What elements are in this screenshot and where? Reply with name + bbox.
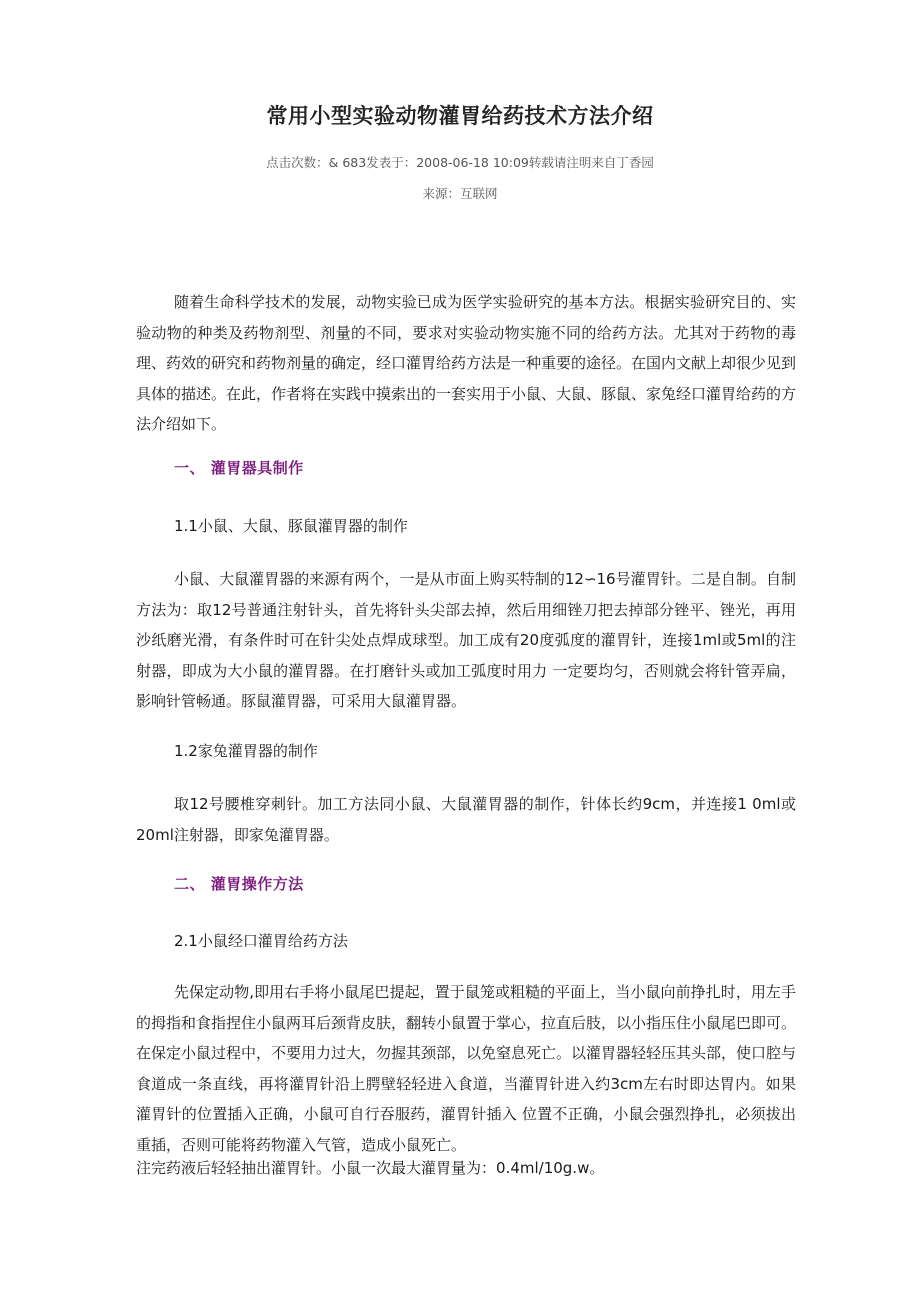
intro-paragraph: 随着生命科学技术的发展，动物实验已成为医学实验研究的基本方法。根据实验研究目的、实验动物的种类及药物剂型、剂量的不同，要求对实验动物实施不同的给药方法。尤其对于药物的毒理、药效的研究和药物剂量的确定，经口灌胃给药方法是一种重要的途径。在国内文献上却很少见到具体的描述。在此，作者将在实践中摸索出的一套实用于小鼠、大鼠、豚鼠、家兔经口灌胃给药的方法介绍如下。 — [136, 293, 797, 433]
subsection-body-1-2: 取12号腰椎穿刺针。加工方法同小鼠、大鼠灌胃器的制作，针体长约9cm，并连接1 0ml或20ml注射器，即家兔灌胃器。 — [136, 795, 796, 844]
subsection-title-1-1: 1.1小鼠、大鼠、豚鼠灌胃器的制作 — [174, 517, 408, 535]
section-heading-1: 一、 灌胃器具制作 — [174, 459, 304, 477]
page-title: 常用小型实验动物灌胃给药技术方法介绍 — [266, 104, 654, 128]
article-source: 来源：互联网 — [422, 186, 498, 201]
subsection-body-2-1: 先保定动物,即用右手将小鼠尾巴提起，置于鼠笼或粗糙的平面上，当小鼠向前挣扎时，用左手的拇指和食指捏住小鼠两耳后颈背皮肤，翻转小鼠置于掌心，拉直后肢，以小指压住小鼠尾巴即可。在保定小鼠过程中，不要用力过大，勿握其颈部，以免窒息死亡。以灌胃器轻轻压其头部，使口腔与食道成一条直线，再将灌胃针沿上腭壁轻轻进入食道，当灌胃针进入约3cm左右时即达胃内。如果灌胃针的位置插入正确，小鼠可自行吞服药，灌胃针插入 位置不正确，小鼠会强烈挣扎，必须拔出重插，否则可能将药物灌入气管，造成小鼠死亡。 — [136, 983, 797, 1154]
article-meta: 点击次数：& 683发表于：2008-06-18 10:09转载请注明来自丁香园 — [266, 155, 654, 170]
subsection-title-1-2: 1.2家兔灌胃器的制作 — [174, 742, 318, 760]
subsection-tail-2-1: 注完药液后轻轻抽出灌胃针。小鼠一次最大灌胃量为：0.4ml/10g.w。 — [136, 1159, 605, 1177]
section-heading-2: 二、 灌胃操作方法 — [174, 875, 304, 893]
subsection-title-2-1: 2.1小鼠经口灌胃给药方法 — [174, 932, 348, 950]
subsection-body-1-1: 小鼠、大鼠灌胃器的来源有两个，一是从市面上购买特制的12∽16号灌胃针。二是自制。自制方法为：取12号普通注射针头，首先将针头尖部去掉，然后用细锉刀把去掉部分锉平、锉光，再用沙纸磨光滑，有条件时可在针尖处点焊成球型。加工成有20度弧度的灌胃针，连接1ml或5ml的注射器，即成为大小鼠的灌胃器。在打磨针头或加工弧度时用力 一定要均匀，否则就会将针管弄扁，影响针管畅通。豚鼠灌胃器，可采用大鼠灌胃器。 — [136, 570, 796, 710]
